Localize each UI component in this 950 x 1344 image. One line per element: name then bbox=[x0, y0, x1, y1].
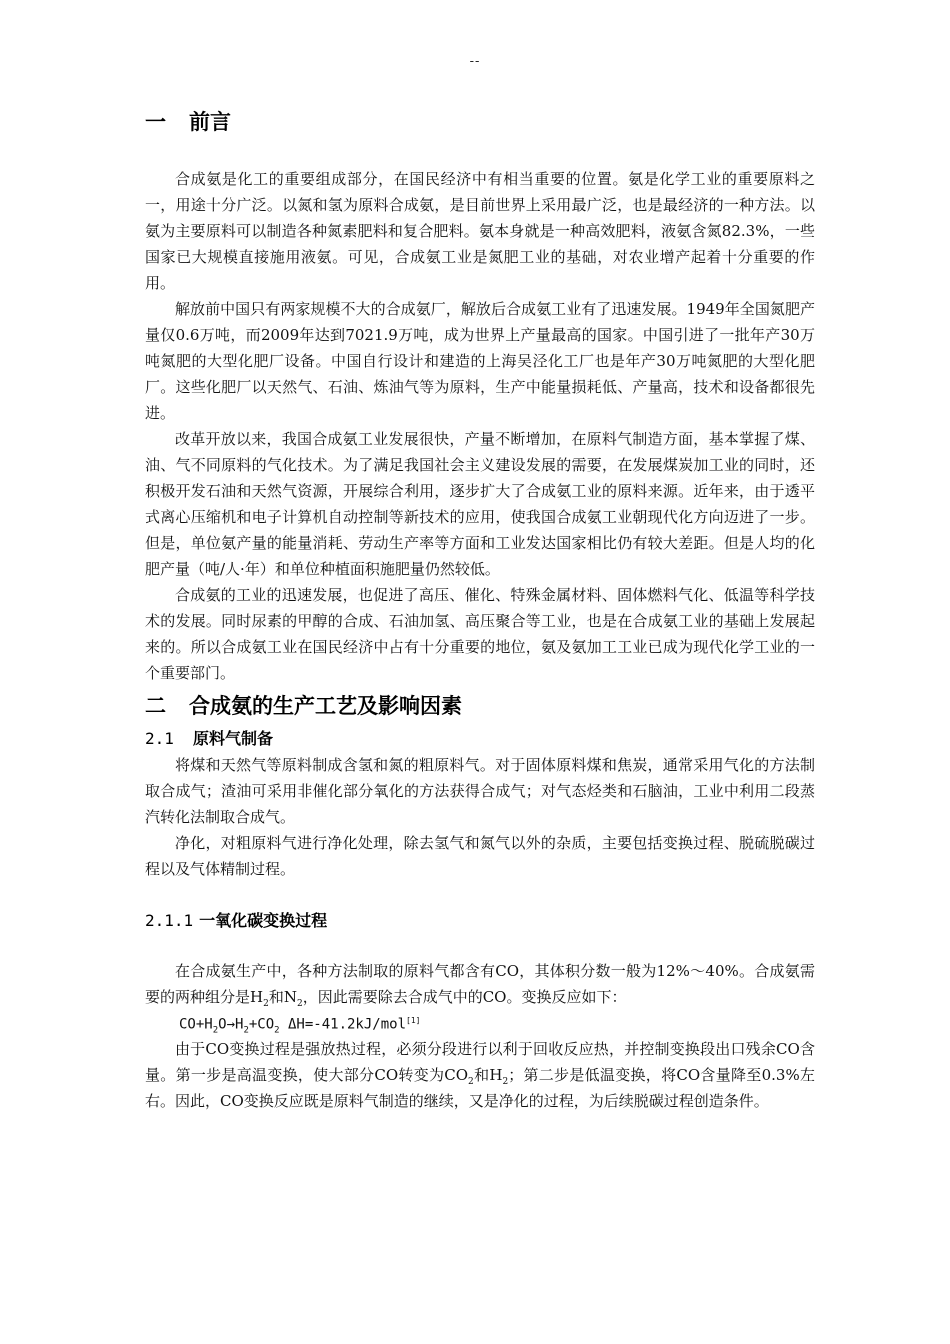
section-1-paragraph-4: 合成氨的工业的迅速发展，也促进了高压、催化、特殊金属材料、固体燃料气化、低温等科学技术的发展。同时尿素的甲醇的合成、石油加氢、高压聚合等工业，也是在合成氨工业的基础上发展起来的。所以合成氨工业在国民经济中占有十分重要的地位，氨及氨加工工业已成为现代化学工业的一个重要部门。 bbox=[145, 586, 815, 682]
subsection-2-1-1-paragraph-1: 在合成氨生产中，各种方法制取的原料气都含有CO，其体积分数一般为12%～40%。合成氨需要的两种组分是$H_2$和$N_2$，因此需要除去合成气中的CO。变换反应如下： bbox=[145, 962, 815, 1009]
section-2-title: 合成氨的生产工艺及影响因素 bbox=[189, 694, 462, 718]
subsection-2-1-1-heading bbox=[145, 908, 815, 934]
subsection-2-1-1-number: 2.1.1 bbox=[145, 911, 194, 930]
document-body bbox=[145, 104, 815, 1114]
section-1-paragraph-1: 合成氨是化工的重要组成部分，在国民经济中有相当重要的位置。氨是化学工业的重要原料之一，用途十分广泛。以氮和氢为原料合成氨，是目前世界上采用最广泛，也是最经济的一种方法。以氨为主要原料可以制造各种氮素肥料和复合肥料。氨本身就是一种高效肥料，液氨含氮82.3%，一些国家已大规模直接施用液氨。可见，合成氨工业是氮肥工业的基础，对农业增产起着十分重要的作用。 bbox=[145, 170, 815, 292]
section-1-paragraph-3: 改革开放以来，我国合成氨工业发展很快，产量不断增加，在原料气制造方面，基本掌握了煤、油、气不同原料的气化技术。为了满足我国社会主义建设发展的需要，在发展煤炭加工业的同时，还积极开发石油和天然气资源，开展综合利用，逐步扩大了合成氨工业的原料来源。近年来，由于透平式离心压缩机和电子计算机自动控制等新技术的应用，使我国合成氨工业朝现代化方向迈进了一步。但是，单位氨产量的能量消耗、劳动生产率等方面和工业发达国家相比仍有较大差距。但是人均的化肥产量（吨/人·年）和单位种植面积施肥量仍然较低。 bbox=[145, 430, 815, 578]
section-1-heading bbox=[145, 104, 815, 140]
section-1-number: 一 bbox=[145, 110, 166, 134]
subsection-2-1-title: 原料气制备 bbox=[193, 729, 274, 748]
section-1-paragraph-2: 解放前中国只有两家规模不大的合成氨厂，解放后合成氨工业有了迅速发展。1949年全国氮肥产量仅0.6万吨，而2009年达到7021.9万吨，成为世界上产量最高的国家。中国引进了一批年产30万吨氮肥的大型化肥厂设备。中国自行设计和建造的上海吴泾化工厂也是年产30万吨氮肥的大型化肥厂。这些化肥厂以天然气、石油、炼油气等为原料，生产中能量损耗低、产量高，技术和设备都很先进。 bbox=[145, 300, 815, 422]
section-1-title: 前言 bbox=[189, 110, 231, 134]
subsection-2-1-paragraph-1: 将煤和天然气等原料制成含氢和氮的粗原料气。对于固体原料煤和焦炭，通常采用气化的方法制取合成气；渣油可采用非催化部分氧化的方法获得合成气；对气态烃类和石脑油，工业中利用二段蒸汽转化法制取合成气。 bbox=[145, 756, 815, 826]
section-2-heading bbox=[145, 688, 815, 724]
subsection-2-1-paragraph-2: 净化，对粗原料气进行净化处理，除去氢气和氮气以外的杂质，主要包括变换过程、脱硫脱碳过程以及气体精制过程。 bbox=[145, 834, 815, 878]
header-mark: -- bbox=[469, 54, 481, 69]
shift-reaction-equation: $CO+H_2O\to H_2+CO_2$ ΔH=-41.2kJ/mol[1] bbox=[179, 1016, 421, 1036]
subsection-2-1-number: 2.1 bbox=[145, 729, 174, 748]
section-2-number: 二 bbox=[145, 694, 166, 718]
subsection-2-1-1-title: 一氧化碳变换过程 bbox=[199, 911, 328, 930]
subsection-2-1-1-paragraph-2: 由于CO变换过程是强放热过程，必须分段进行以利于回收反应热，并控制变换段出口残余CO含量。第一步是高温变换，使大部分CO转变为$CO_2$和$H_2$；第二步是低温变换，将CO含量降至0.3%左右。因此，CO变换反应既是原料气制造的继续，又是净化的过程，为后续脱碳过程创造条件。 bbox=[145, 1039, 815, 1110]
citation-ref: [1] bbox=[406, 1016, 421, 1025]
subsection-2-1-heading bbox=[145, 726, 815, 752]
